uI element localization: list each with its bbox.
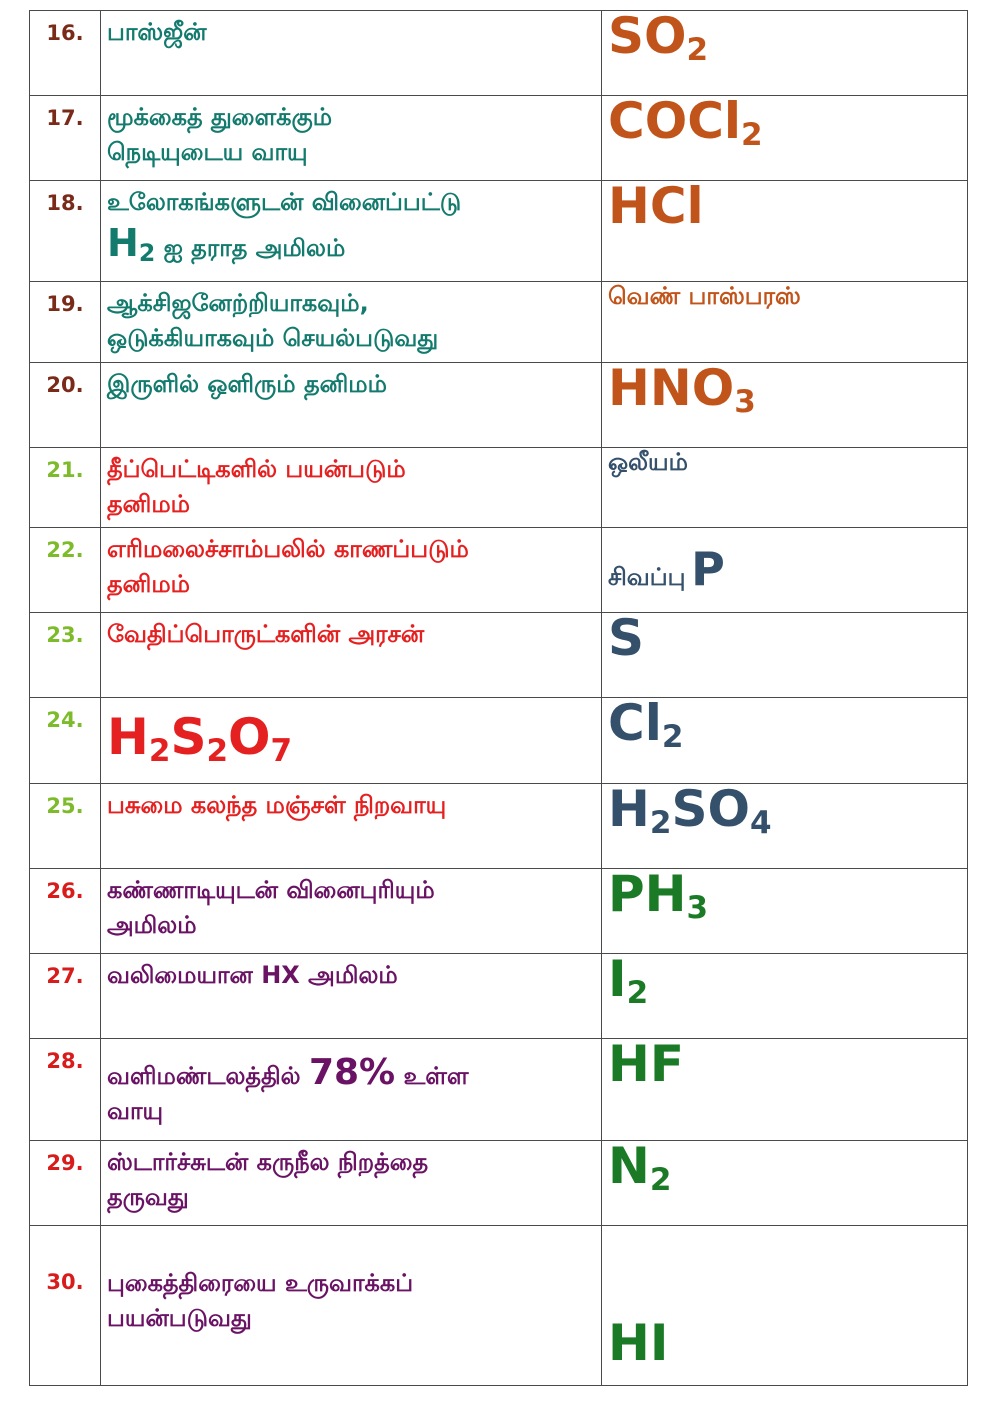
question-text: வளிமண்டலத்தில் [107, 1062, 301, 1090]
question-text: ஒடுக்கியாகவும் செயல்படுவது [107, 324, 439, 352]
question-cell [101, 181, 602, 282]
answer-cell [602, 1226, 968, 1386]
table-row [30, 181, 968, 282]
answer-cell [602, 954, 968, 1039]
row-number: 28. [30, 1039, 101, 1141]
question-cell [101, 363, 602, 448]
question-text: எரிமலைச்சாம்பலில் காணப்படும் [107, 535, 469, 563]
question-cell [101, 282, 602, 363]
answer-formula: $Cl_2$ [608, 697, 684, 755]
question-text: கண்ணாடியுடன் வினைபுரியும் [107, 876, 435, 904]
answer-text: ஒலீயம் [608, 448, 688, 476]
row-number: 21. [30, 448, 101, 528]
question-text: பசுமை கலந்த மஞ்சள் நிறவாயு [107, 791, 447, 819]
answer-formula: COCl$_2$ [608, 95, 763, 153]
answer-formula: HCl [608, 180, 704, 235]
question-text: நெடியுடைய வாயு [107, 138, 308, 166]
question-text: பயன்படுவது [107, 1304, 252, 1332]
answer-cell [602, 363, 968, 448]
answer-cell [602, 181, 968, 282]
question-cell [101, 698, 602, 784]
table-row [30, 1226, 968, 1386]
question-text: பாஸ்ஜீன் [107, 18, 207, 46]
table-row [30, 784, 968, 869]
question-text: தீப்பெட்டிகளில் பயன்படும் [107, 455, 406, 483]
question-text: ஐ தராத அமிலம் [163, 234, 346, 262]
answer-cell [602, 96, 968, 181]
row-number: 19. [30, 282, 101, 363]
answer-formula: HI [608, 1314, 669, 1372]
answer-formula: HF [608, 1038, 685, 1093]
answer-cell [602, 282, 968, 363]
answer-formula: $HNO_3$ [608, 362, 756, 420]
question-text: அமிலம் [107, 911, 197, 939]
answer-cell [602, 448, 968, 528]
table-row [30, 282, 968, 363]
question-cell [101, 954, 602, 1039]
answer-formula: $I_2$ [608, 953, 649, 1011]
answer-formula: $SO_2$ [608, 10, 709, 68]
answer-formula: S [608, 612, 645, 667]
table-row [30, 96, 968, 181]
answer-cell [602, 1141, 968, 1226]
question-cell [101, 784, 602, 869]
table-row [30, 528, 968, 613]
answer-cell [602, 11, 968, 96]
answer-symbol: P [691, 542, 725, 596]
question-text: தனிமம் [107, 490, 190, 518]
answer-text: வெண் பாஸ்பரஸ் [608, 282, 801, 310]
question-text: இருளில் ஒளிரும் தனிமம் [107, 370, 387, 398]
table-row [30, 698, 968, 784]
table-row [30, 869, 968, 954]
question-text: தனிமம் [107, 570, 190, 598]
answer-cell [602, 869, 968, 954]
row-number: 30. [30, 1226, 101, 1386]
answer-text: சிவப்பு [608, 563, 686, 591]
question-text: தருவது [107, 1183, 189, 1211]
question-text: மூக்கைத் துளைக்கும் [107, 103, 333, 131]
row-number: 16. [30, 11, 101, 96]
question-cell [101, 448, 602, 528]
question-text: உலோகங்களுடன் வினைப்பட்டு [107, 188, 462, 216]
table-row [30, 363, 968, 448]
row-number: 22. [30, 528, 101, 613]
answer-formula: $H_2SO_4$ [608, 783, 772, 841]
question-text: வாயு [107, 1097, 164, 1125]
match-table [29, 10, 968, 1386]
answer-formula: $PH_3$ [608, 868, 709, 926]
table-row [30, 954, 968, 1039]
table-row [30, 1141, 968, 1226]
answer-cell [602, 698, 968, 784]
answer-cell [602, 784, 968, 869]
question-cell [101, 11, 602, 96]
question-percent: 78% [308, 1052, 396, 1093]
answer-cell [602, 528, 968, 613]
row-number: 27. [30, 954, 101, 1039]
question-cell [101, 1226, 602, 1386]
question-cell [101, 613, 602, 698]
question-cell [101, 1039, 602, 1141]
question-cell [101, 869, 602, 954]
row-number: 18. [30, 181, 101, 282]
question-formula: $H_2S_2O_7$ [107, 708, 293, 769]
question-text: வேதிப்பொருட்களின் அரசன் [107, 620, 425, 648]
question-cell [101, 528, 602, 613]
answer-cell [602, 1039, 968, 1141]
table-row [30, 613, 968, 698]
question-text: வலிமையான [107, 961, 253, 989]
question-text: ஆக்சிஜனேற்றியாகவும், [107, 289, 369, 317]
question-text: புகைத்திரையை உருவாக்கப் [107, 1269, 414, 1297]
row-number: 24. [30, 698, 101, 784]
question-formula: $H_2$ [107, 221, 156, 268]
row-number: 25. [30, 784, 101, 869]
row-number: 23. [30, 613, 101, 698]
table-row [30, 1039, 968, 1141]
question-cell [101, 96, 602, 181]
row-number: 20. [30, 363, 101, 448]
question-text: உள்ள [403, 1062, 469, 1090]
answer-formula: $N_2$ [608, 1140, 672, 1198]
row-number: 17. [30, 96, 101, 181]
table-row [30, 11, 968, 96]
row-number: 26. [30, 869, 101, 954]
question-text: அமிலம் [308, 961, 398, 989]
question-code: HX [261, 961, 300, 989]
table-row [30, 448, 968, 528]
answer-cell [602, 613, 968, 698]
question-text: ஸ்டார்ச்சுடன் கருநீல நிறத்தை [107, 1148, 429, 1176]
question-cell [101, 1141, 602, 1226]
row-number: 29. [30, 1141, 101, 1226]
